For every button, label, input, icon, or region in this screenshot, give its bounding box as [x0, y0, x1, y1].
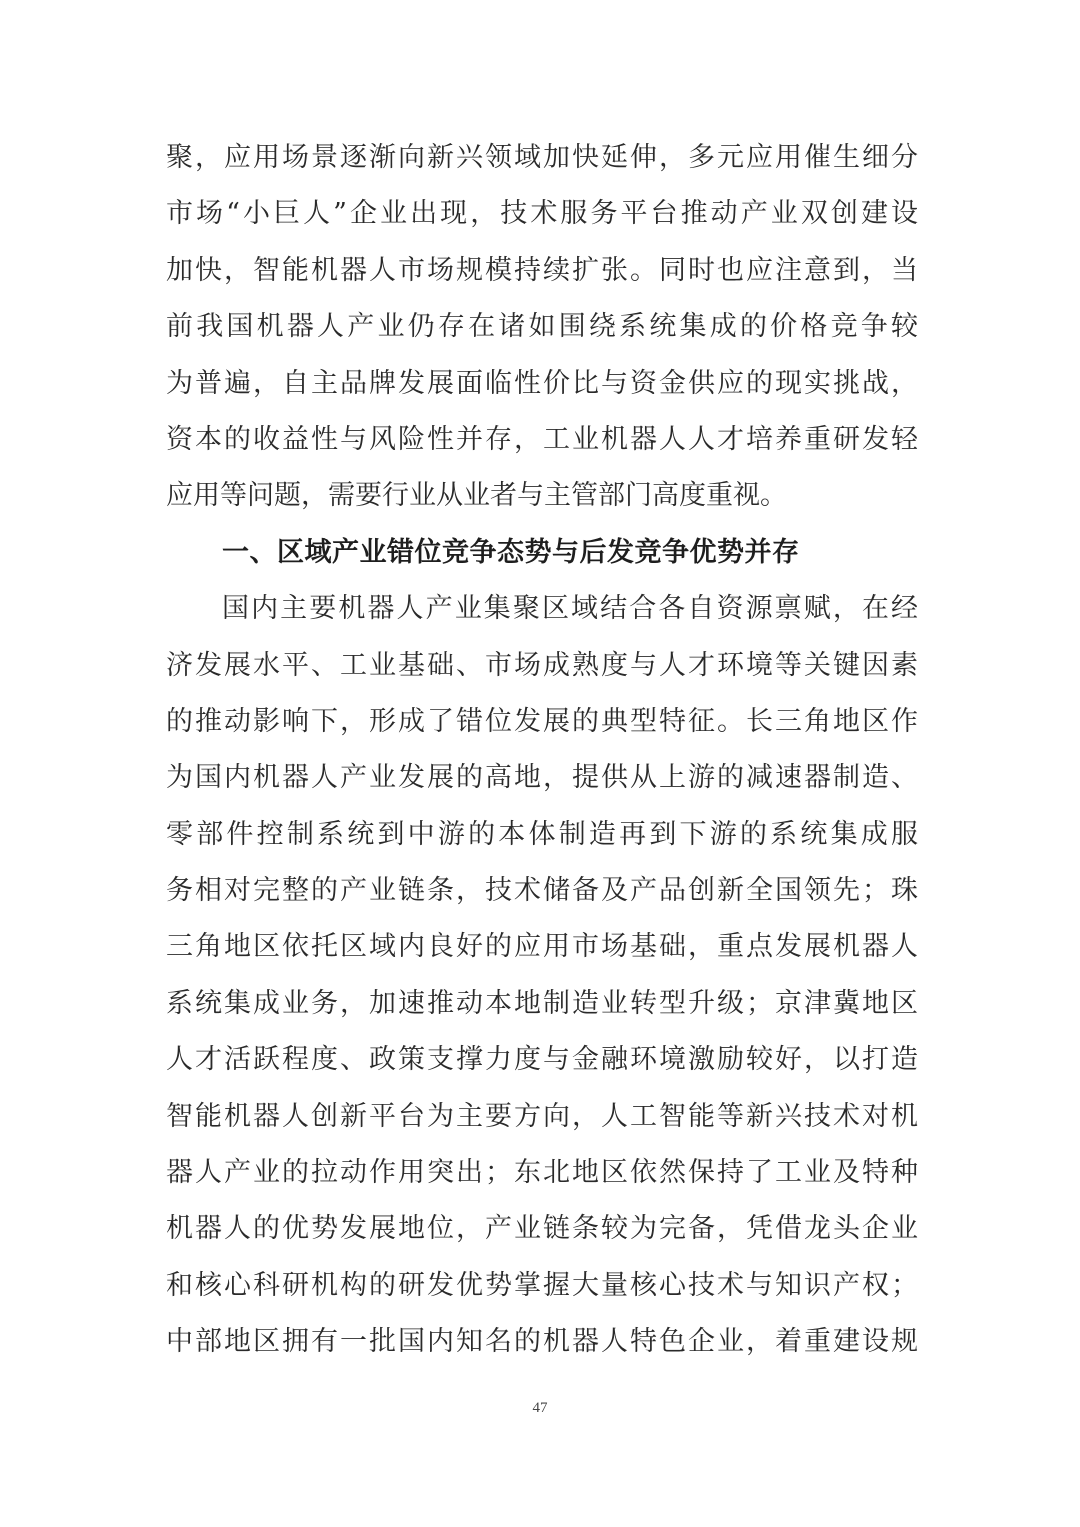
text-line: 务相对完整的产业链条，技术储备及产品创新全国领先；珠 [166, 875, 918, 907]
text-line: 中部地区拥有一批国内知名的机器人特色企业，着重建设规 [166, 1326, 918, 1358]
text-line: 济发展水平、工业基础、市场成熟度与人才环境等关键因素 [166, 649, 918, 681]
text-line: 为国内机器人产业发展的高地，提供从上游的减速器制造、 [166, 762, 918, 794]
body-text [166, 130, 918, 1371]
text-line: 聚，应用场景逐渐向新兴领域加快延伸，多元应用催生细分 [166, 142, 918, 173]
paragraph-intro [166, 130, 918, 525]
text-line: 加快，智能机器人市场规模持续扩张。同时也应注意到，当 [166, 254, 918, 286]
text-line: 前我国机器人产业仍存在诸如围绕系统集成的价格竞争较 [166, 311, 918, 343]
text-line: 的推动影响下，形成了错位发展的典型特征。长三角地区作 [166, 705, 918, 737]
text-line: 市场“小巨人”企业出现，技术服务平台推动产业双创建设 [166, 198, 918, 230]
text-line: 人才活跃程度、政策支撑力度与金融环境激励较好，以打造 [166, 1044, 918, 1076]
paragraph-regions [166, 581, 918, 1370]
text-line: 机器人的优势发展地位，产业链条较为完备，凭借龙头企业 [166, 1213, 918, 1245]
text-line: 器人产业的拉动作用突出；东北地区依然保持了工业及特种 [166, 1157, 918, 1189]
section-heading: 一、区域产业错位竞争态势与后发竞争优势并存 [222, 536, 800, 568]
text-line: 智能机器人创新平台为主要方向，人工智能等新兴技术对机 [166, 1100, 918, 1132]
text-line: 系统集成业务，加速推动本地制造业转型升级；京津冀地区 [166, 987, 918, 1019]
page-number: 47 [532, 1400, 548, 1416]
text-line: 零部件控制系统到中游的本体制造再到下游的系统集成服 [166, 818, 918, 850]
text-line: 国内主要机器人产业集聚区域结合各自资源禀赋，在经 [222, 593, 918, 625]
text-line: 和核心科研机构的研发优势掌握大量核心技术与知识产权； [166, 1269, 918, 1301]
text-line: 为普遍，自主品牌发展面临性价比与资金供应的现实挑战， [166, 367, 918, 399]
text-line: 资本的收益性与风险性并存，工业机器人人才培养重研发轻 [166, 423, 918, 455]
text-line: 应用等问题，需要行业从业者与主管部门高度重视。 [166, 480, 787, 512]
text-line: 三角地区依托区域内良好的应用市场基础，重点发展机器人 [166, 931, 918, 963]
